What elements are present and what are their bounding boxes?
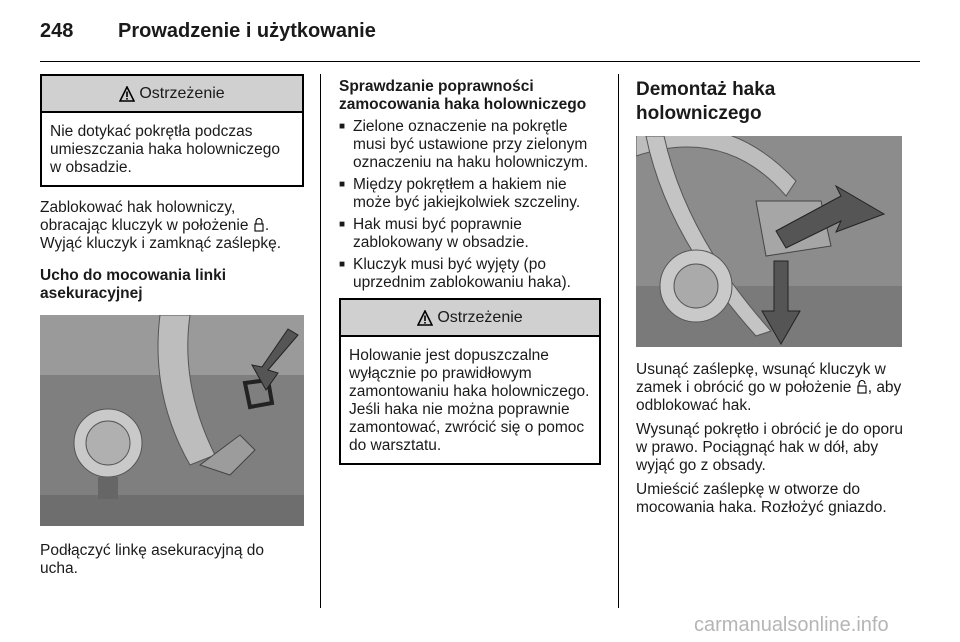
- removal-photo: [636, 136, 902, 347]
- warning-title: Ostrzeżenie: [139, 84, 225, 102]
- watermark: carmanualsonline.info: [694, 614, 889, 636]
- lock-instruction: [40, 199, 304, 253]
- warning-header: [341, 300, 599, 337]
- list-item: ■ Hak musi być poprawnie zablokowany w obsadzie.: [339, 216, 601, 252]
- unlock-instruction: [636, 361, 904, 415]
- connect-line-text: Podłączyć linkę asekuracyjną do ucha.: [40, 542, 265, 577]
- page-number: 248: [40, 20, 74, 42]
- list-item: ■ Między pokrętłem a hakiem nie może być jakiejkolwiek szczeliny.: [339, 176, 601, 212]
- unlock-text-end: , aby odblokować hak.: [636, 379, 902, 414]
- safety-eye-photo: [40, 315, 304, 526]
- column-divider: [320, 74, 321, 608]
- warning-triangle-icon: [119, 86, 135, 102]
- column-2: [339, 74, 601, 465]
- subheading-check: Sprawdzanie poprawności zamocowania haka holowniczego: [339, 78, 587, 113]
- insert-cap-text: Umieścić zaślepkę w otworze do mocowania haka. Rozłożyć gniazdo.: [636, 481, 887, 516]
- warning-body: Holowanie jest dopuszczalne wyłącznie po prawidłowym zamontowaniu haka holowniczego. Jeśli haka nie można poprawnie zamontować, zwrócić się o pomoc do warsztatu.: [349, 347, 590, 454]
- tow-hook-eye-illustration: [40, 315, 304, 526]
- tow-hook-removal-illustration: [636, 136, 902, 347]
- warning-box: [40, 74, 304, 187]
- warning-box: [339, 298, 601, 465]
- list-item: ■ Kluczyk musi być wyjęty (po uprzednim zablokowaniu haka).: [339, 256, 601, 292]
- lock-text-end: .: [264, 217, 270, 234]
- column-divider: [618, 74, 619, 608]
- heading-removal: Demontaż haka holowniczego: [636, 79, 776, 124]
- subheading-safety-eye: Ucho do mocowania linki asekuracyjnej: [40, 267, 227, 302]
- unlock-position-icon: [857, 379, 867, 394]
- page-header: [40, 14, 920, 48]
- column-3: [636, 74, 904, 517]
- lock-position-icon: [254, 217, 264, 232]
- lock-text: Zablokować hak holowniczy, obracając kluczyk w położenie: [40, 199, 253, 234]
- warning-title: Ostrzeżenie: [437, 308, 523, 326]
- remove-key-text: Wyjąć kluczyk i zamknąć zaślepkę.: [40, 235, 282, 252]
- warning-body: Nie dotykać pokrętła podczas umieszczania haka holowniczego w obsadzie.: [50, 123, 281, 176]
- unlock-text: Usunąć zaślepkę, wsunąć kluczyk w zamek i obrócić go w położenie: [636, 361, 886, 396]
- list-item: ■ Zielone oznaczenie na pokrętle musi być ustawione przy zielonym oznaczeniu na haku holowniczym.: [339, 118, 601, 172]
- pull-knob-text: Wysunąć pokrętło i obrócić je do oporu w prawo. Pociągnąć hak w dół, aby wyjąć go z obsady.: [636, 421, 903, 474]
- check-list: [339, 118, 601, 292]
- header-rule: [40, 61, 920, 62]
- warning-header: [42, 76, 302, 113]
- column-1: [40, 74, 304, 578]
- warning-triangle-icon: [417, 310, 433, 326]
- section-title: Prowadzenie i użytkowanie: [118, 20, 376, 42]
